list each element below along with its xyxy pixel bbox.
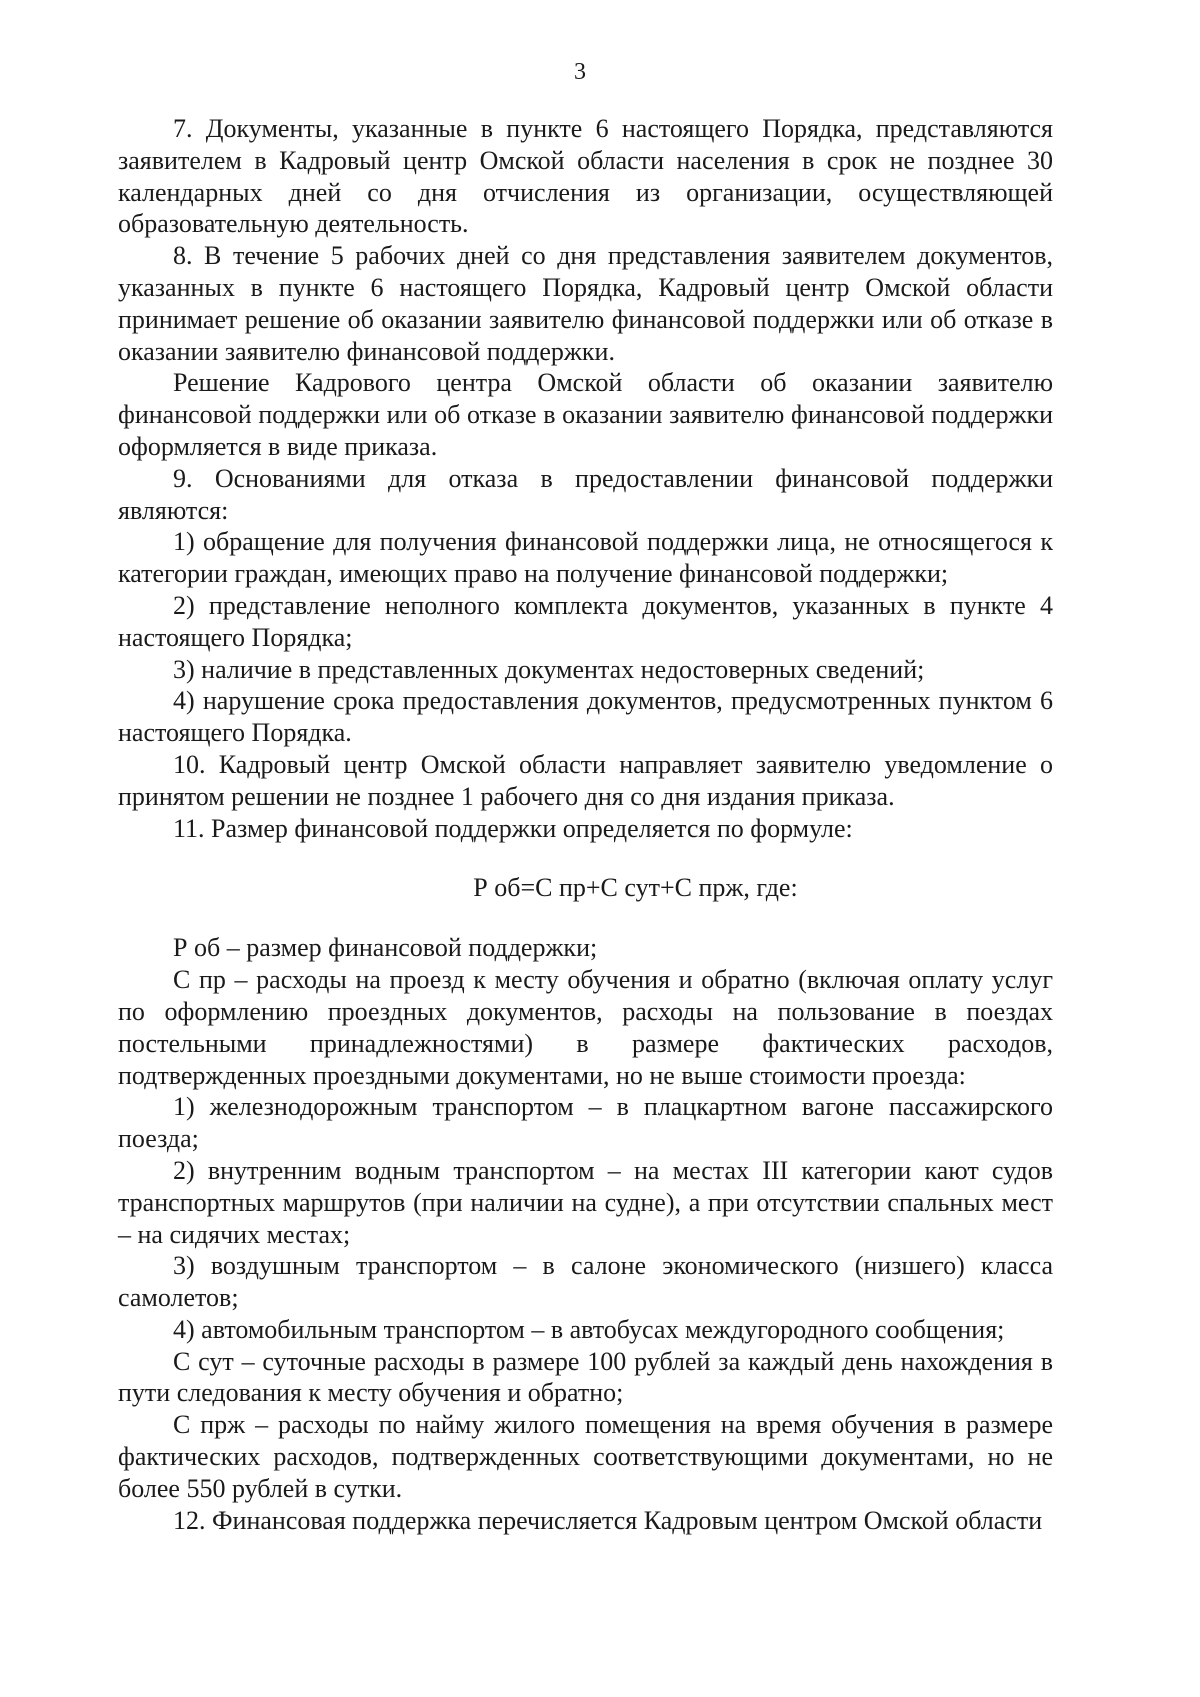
list-item-refusal-4: 4) нарушение срока предоставления документов, предусмотренных пунктом 6 настоящего Порядка. [118, 686, 1053, 748]
paragraph-item-8: 8. В течение 5 рабочих дней со дня представления заявителем документов, указанных в пункте 6 настоящего Порядка, Кадровый центр Омской области принимает решение об оказании заявителю финансовой поддержки или об отказе в оказании заявителю финансовой поддержки. [118, 241, 1053, 366]
list-item-transport-rail: 1) железнодорожным транспортом – в плацкартном вагоне пассажирского поезда; [118, 1092, 1053, 1154]
paragraph-item-10: 10. Кадровый центр Омской области направляет заявителю уведомление о принятом решении не позднее 1 рабочего дня со дня издания приказа. [118, 749, 1053, 811]
page-number: 3 [574, 59, 586, 85]
paragraph-item-11: 11. Размер финансовой поддержки определяется по формуле: [173, 813, 853, 843]
list-item-refusal-2: 2) представление неполного комплекта документов, указанных в пункте 4 настоящего Порядка; [118, 590, 1053, 652]
list-item-refusal-1: 1) обращение для получения финансовой поддержки лица, не относящегося к категории граждан, имеющих право на получение финансовой поддержки; [118, 527, 1053, 589]
paragraph-item-7: 7. Документы, указанные в пункте 6 настоящего Порядка, представляются заявителем в Кадровый центр Омской области населения в срок не позднее 30 календарных дней со дня отчисления из организации, осуществляющей образовательную деятельность. [118, 114, 1053, 239]
support-amount-formula: Р об=С пр+С сут+С прж, где: [473, 873, 798, 903]
formula-term-s-pr: С пр – расходы на проезд к месту обучения и обратно (включая оплату услуг по оформлению проездных документов, расходы на пользование в поездах постельными принадлежностями) в размере фактических расходов, подтвержденных проездными документами, но не выше стоимости проезда: [118, 965, 1053, 1090]
paragraph-item-12: 12. Финансовая поддержка перечисляется Кадровым центром Омской области [173, 1505, 1043, 1535]
formula-term-s-sut: С сут – суточные расходы в размере 100 рублей за каждый день нахождения в пути следования к месту обучения и обратно; [118, 1346, 1053, 1408]
list-item-transport-water: 2) внутренним водным транспортом – на местах III категории кают судов транспортных маршрутов (при наличии на судне), а при отсутствии спальных мест – на сидячих местах; [118, 1155, 1053, 1249]
list-item-refusal-3: 3) наличие в представленных документах недостоверных сведений; [173, 654, 925, 684]
formula-term-p-ob: Р об – размер финансовой поддержки; [173, 933, 598, 963]
list-item-transport-air: 3) воздушным транспортом – в салоне экономического (низшего) класса самолетов; [118, 1251, 1053, 1313]
paragraph-item-9: 9. Основаниями для отказа в предоставлении финансовой поддержки являются: [118, 463, 1053, 525]
paragraph-decision-form: Решение Кадрового центра Омской области об оказании заявителю финансовой поддержки или об отказе в оказании заявителю финансовой поддержки оформляется в виде приказа. [118, 368, 1053, 461]
formula-term-s-przh: С прж – расходы по найму жилого помещения на время обучения в размере фактических расходов, подтвержденных соответствующими документами, но не более 550 рублей в сутки. [118, 1410, 1053, 1503]
list-item-transport-road: 4) автомобильным транспортом – в автобусах междугородного сообщения; [173, 1314, 1005, 1344]
document-body [118, 113, 1053, 1536]
